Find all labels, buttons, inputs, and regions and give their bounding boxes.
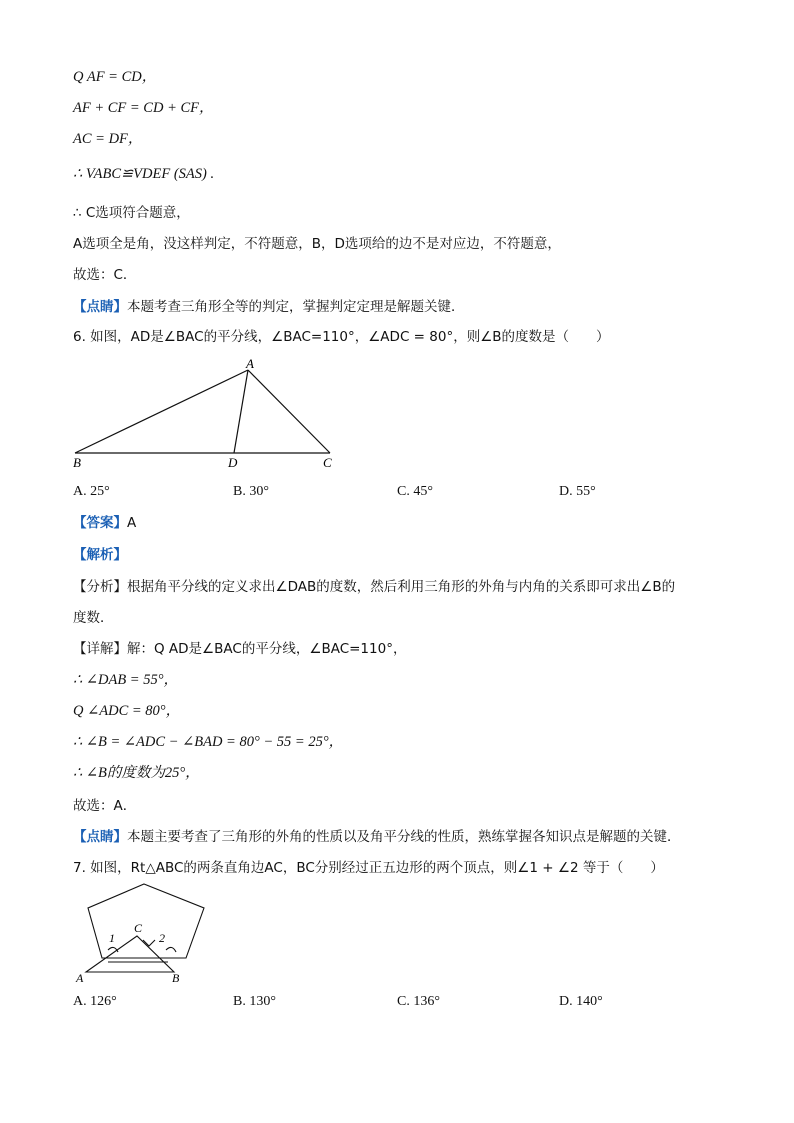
regular-pentagon — [88, 884, 204, 958]
q6-analysis-heading — [73, 545, 127, 565]
label-c: C — [323, 455, 332, 470]
q7-option-a: A. 126° — [73, 994, 117, 1009]
q6-option-b: B. 30° — [233, 484, 269, 499]
q6-choose: 故选：A． — [73, 798, 137, 814]
comment-tag: 【点睛】 — [73, 299, 127, 315]
label-a: A — [246, 356, 254, 371]
summary-text: 本题主要考查了三角形的外角的性质以及角平分线的性质，熟练掌握各知识点是解题的关键． — [127, 829, 681, 845]
proof-line-af-cd: Q AF = CD， — [73, 69, 157, 85]
q6-step-b: ∴ ∠B = ∠ADC − ∠BAD = 80° − 55 = 25°， — [73, 734, 344, 750]
q7-stem: 7. 如图，Rt△ABC的两条直角边AC，BC分别经过正五边形的两个顶点，则∠1 + ∠2 等于（ ） — [73, 860, 664, 876]
label-d: D — [228, 455, 238, 470]
segment-ba — [75, 370, 248, 453]
q7-options — [73, 992, 733, 1012]
q6-options — [73, 482, 733, 502]
q6-option-d: D. 55° — [559, 484, 596, 499]
label-a-q7: A — [76, 971, 84, 985]
label-b: B — [73, 455, 81, 470]
q6-step-result: ∴ ∠B的度数为25°， — [73, 765, 200, 781]
proof-line-congruent: ∴ VABC≌VDEF (SAS) . — [73, 166, 215, 182]
q6-option-c: C. 45° — [397, 484, 433, 499]
q7-option-d: D. 140° — [559, 994, 603, 1009]
angle-arc-1 — [108, 947, 118, 952]
q6-option-a: A. 25° — [73, 484, 110, 499]
answer-value: A — [127, 515, 137, 531]
q6-stem: 6. 如图，AD是∠BAC的平分线，∠BAC=110°，∠ADC = 80°，则∠B的度数是（ ） — [73, 329, 610, 345]
fenxi-text: 根据角平分线的定义求出∠DAB的度数，然后利用三角形的外角与内角的关系即可求出∠B的 — [127, 579, 676, 595]
segment-ac — [248, 370, 330, 453]
conclusion-c: ∴ C选项符合题意， — [73, 205, 190, 221]
option-explanation: A选项全是角，没这样判定，不符题意，B，D选项给的边不是对应边，不符题意， — [73, 236, 561, 252]
q7-option-c: C. 136° — [397, 994, 440, 1009]
choose-c: 故选：C． — [73, 267, 137, 283]
label-2: 2 — [159, 931, 165, 945]
comment-text: 本题考查三角形全等的判定，掌握判定定理是解题关键． — [127, 299, 465, 315]
label-c-q7: C — [134, 921, 143, 935]
q6-fenxi-line — [73, 577, 675, 597]
label-1: 1 — [109, 931, 115, 945]
detail-tag: 【详解】 — [73, 641, 127, 657]
segment-ad — [234, 370, 248, 453]
comment-line-q5 — [73, 297, 465, 317]
q6-detail-line — [73, 639, 406, 659]
fenxi-tag: 【分析】 — [73, 579, 127, 595]
q6-summary-line — [73, 827, 681, 847]
analysis-tag: 【解析】 — [73, 547, 127, 563]
proof-line-ac-df: AC = DF， — [73, 131, 143, 147]
answer-tag: 【答案】 — [73, 515, 127, 531]
q6-fenxi-line2: 度数． — [73, 610, 114, 626]
label-b-q7: B — [172, 971, 180, 985]
proof-line-sum: AF + CF = CD + CF， — [73, 100, 214, 116]
q6-answer-line — [73, 513, 136, 533]
q7-pentagon-figure — [74, 880, 214, 985]
angle-arc-2 — [166, 947, 176, 952]
q6-step-adc: Q ∠ADC = 80°， — [73, 703, 181, 719]
q6-triangle-figure — [70, 355, 350, 475]
q7-option-b: B. 130° — [233, 994, 276, 1009]
detail-text: 解：Q AD是∠BAC的平分线，∠BAC=110°， — [127, 641, 407, 657]
summary-tag: 【点睛】 — [73, 829, 127, 845]
q6-step-dab: ∴ ∠DAB = 55°， — [73, 672, 179, 688]
